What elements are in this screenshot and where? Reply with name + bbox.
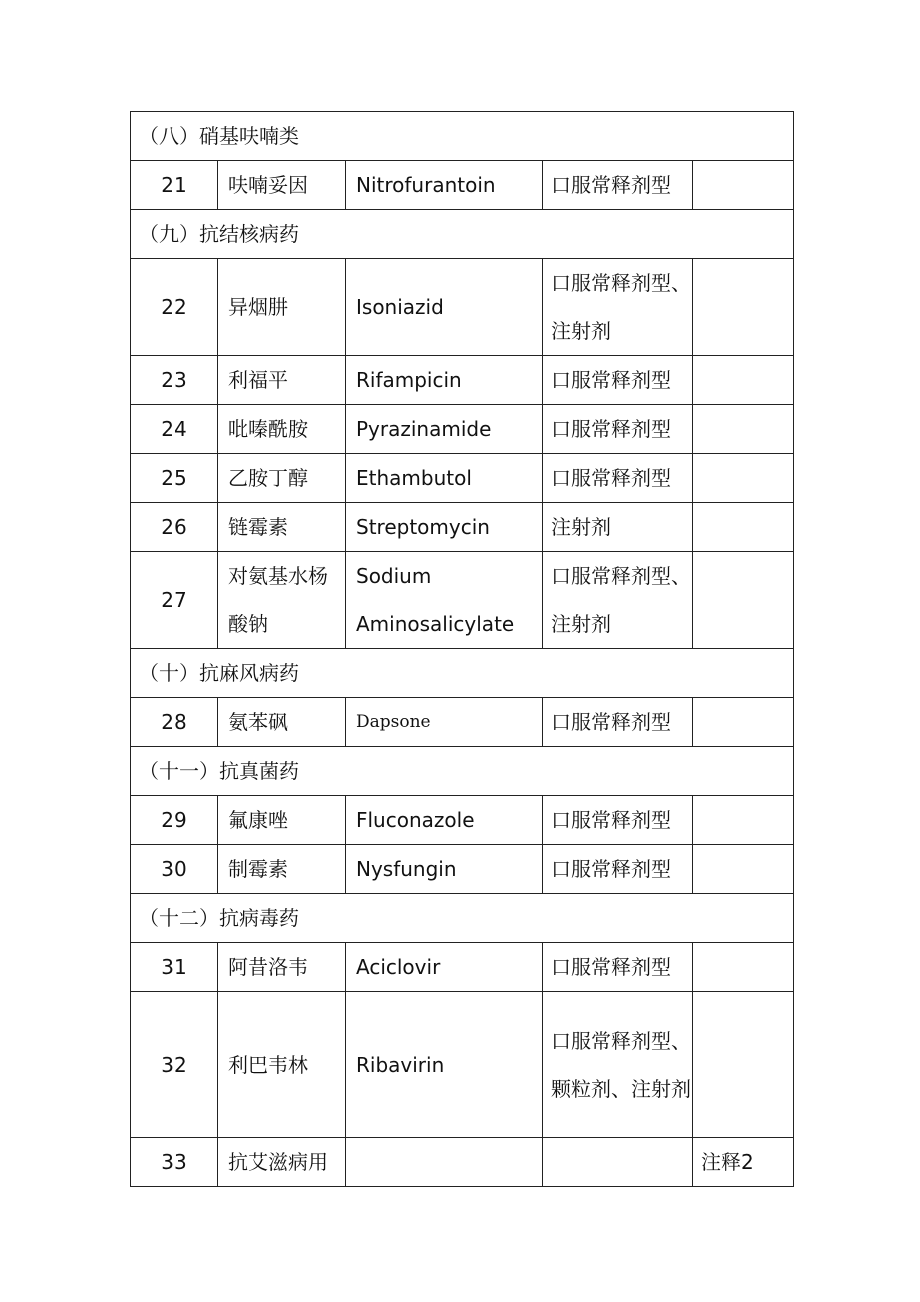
table-row bbox=[131, 259, 794, 356]
section-title: （十）抗麻风病药 bbox=[131, 649, 794, 698]
drug-name-en: Nysfungin bbox=[346, 845, 543, 894]
drug-name-cn: 乙胺丁醇 bbox=[218, 454, 346, 503]
dosage-form: 注射剂 bbox=[543, 503, 693, 552]
section-title: （八）硝基呋喃类 bbox=[131, 112, 794, 161]
drug-name-en: Isoniazid bbox=[346, 259, 543, 356]
note bbox=[693, 698, 794, 747]
table-row bbox=[131, 454, 794, 503]
dosage-form: 口服常释剂型 bbox=[543, 454, 693, 503]
note bbox=[693, 503, 794, 552]
dosage-form: 口服常释剂型 bbox=[543, 356, 693, 405]
note bbox=[693, 356, 794, 405]
row-number: 31 bbox=[131, 943, 218, 992]
table-row bbox=[131, 405, 794, 454]
drug-name-en: Ethambutol bbox=[346, 454, 543, 503]
drug-name-cn: 利福平 bbox=[218, 356, 346, 405]
row-number: 22 bbox=[131, 259, 218, 356]
row-number: 23 bbox=[131, 356, 218, 405]
note bbox=[693, 405, 794, 454]
row-number: 28 bbox=[131, 698, 218, 747]
section-header-row bbox=[131, 112, 794, 161]
drug-name-en: Streptomycin bbox=[346, 503, 543, 552]
section-title: （十一）抗真菌药 bbox=[131, 747, 794, 796]
table-row bbox=[131, 796, 794, 845]
note bbox=[693, 161, 794, 210]
drug-table bbox=[130, 111, 794, 1187]
drug-name-cn: 抗艾滋病用 bbox=[218, 1138, 346, 1187]
drug-name-cn: 链霉素 bbox=[218, 503, 346, 552]
dosage-form: 口服常释剂型 bbox=[543, 698, 693, 747]
drug-name-cn: 氟康唑 bbox=[218, 796, 346, 845]
dosage-form: 口服常释剂型 bbox=[543, 161, 693, 210]
dosage-form: 口服常释剂型、注射剂 bbox=[543, 259, 693, 356]
row-number: 25 bbox=[131, 454, 218, 503]
note bbox=[693, 796, 794, 845]
table-row bbox=[131, 845, 794, 894]
row-number: 30 bbox=[131, 845, 218, 894]
table-row bbox=[131, 356, 794, 405]
table-row bbox=[131, 552, 794, 649]
section-title: （九）抗结核病药 bbox=[131, 210, 794, 259]
row-number: 32 bbox=[131, 992, 218, 1138]
drug-name-en bbox=[346, 1138, 543, 1187]
drug-name-en: Sodium Aminosalicylate bbox=[346, 552, 543, 649]
row-number: 29 bbox=[131, 796, 218, 845]
section-title: （十二）抗病毒药 bbox=[131, 894, 794, 943]
note bbox=[693, 454, 794, 503]
dosage-form: 口服常释剂型 bbox=[543, 405, 693, 454]
section-header-row bbox=[131, 649, 794, 698]
table-row bbox=[131, 698, 794, 747]
table-row bbox=[131, 992, 794, 1138]
table-row bbox=[131, 503, 794, 552]
table-row bbox=[131, 161, 794, 210]
note bbox=[693, 259, 794, 356]
drug-name-en: Pyrazinamide bbox=[346, 405, 543, 454]
row-number: 26 bbox=[131, 503, 218, 552]
note bbox=[693, 552, 794, 649]
section-header-row bbox=[131, 747, 794, 796]
table-row bbox=[131, 943, 794, 992]
note: 注释2 bbox=[693, 1138, 794, 1187]
note bbox=[693, 943, 794, 992]
dosage-form: 口服常释剂型 bbox=[543, 796, 693, 845]
drug-name-en: Nitrofurantoin bbox=[346, 161, 543, 210]
dosage-form bbox=[543, 1138, 693, 1187]
drug-name-cn: 对氨基水杨酸钠 bbox=[218, 552, 346, 649]
drug-name-cn: 异烟肼 bbox=[218, 259, 346, 356]
row-number: 33 bbox=[131, 1138, 218, 1187]
drug-name-en: Dapsone bbox=[346, 698, 543, 747]
row-number: 21 bbox=[131, 161, 218, 210]
table-row bbox=[131, 1138, 794, 1187]
dosage-form: 口服常释剂型 bbox=[543, 943, 693, 992]
drug-name-en: Aciclovir bbox=[346, 943, 543, 992]
dosage-form: 口服常释剂型 bbox=[543, 845, 693, 894]
section-header-row bbox=[131, 210, 794, 259]
drug-name-en: Rifampicin bbox=[346, 356, 543, 405]
dosage-form: 口服常释剂型、注射剂 bbox=[543, 552, 693, 649]
drug-name-cn: 氨苯砜 bbox=[218, 698, 346, 747]
drug-name-cn: 吡嗪酰胺 bbox=[218, 405, 346, 454]
drug-name-cn: 呋喃妥因 bbox=[218, 161, 346, 210]
drug-name-cn: 制霉素 bbox=[218, 845, 346, 894]
row-number: 24 bbox=[131, 405, 218, 454]
dosage-form: 口服常释剂型、颗粒剂、注射剂 bbox=[543, 992, 693, 1138]
drug-name-cn: 阿昔洛韦 bbox=[218, 943, 346, 992]
drug-name-en: Ribavirin bbox=[346, 992, 543, 1138]
drug-name-en: Fluconazole bbox=[346, 796, 543, 845]
row-number: 27 bbox=[131, 552, 218, 649]
drug-name-cn: 利巴韦林 bbox=[218, 992, 346, 1138]
note bbox=[693, 845, 794, 894]
note bbox=[693, 992, 794, 1138]
section-header-row bbox=[131, 894, 794, 943]
